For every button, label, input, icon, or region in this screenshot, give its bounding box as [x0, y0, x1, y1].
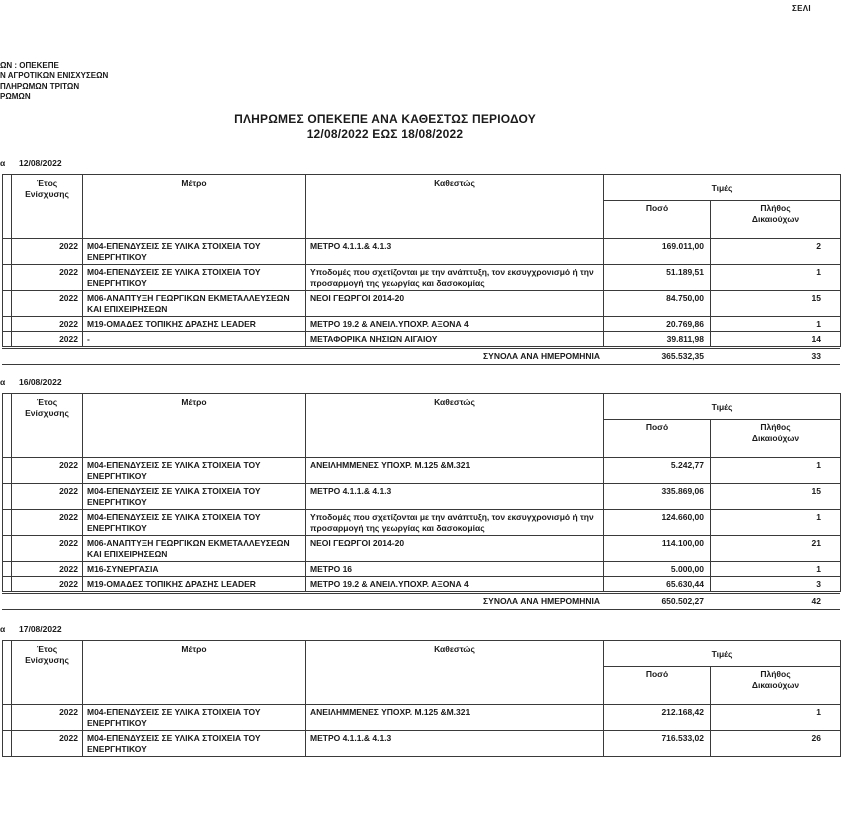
regime-column-header: Καθεστώς — [306, 641, 604, 705]
measure-column-header: Μέτρο — [83, 175, 306, 239]
clipped-left-cell — [3, 332, 12, 347]
measure-cell: M04-ΕΠΕΝΔΥΣΕΙΣ ΣΕ ΥΛΙΚΑ ΣΤΟΙΧΕΙΑ ΤΟΥ ΕΝΕΡΓΗΤΙΚΟΥ — [83, 705, 306, 731]
page-number-label: ΣΕΛΙ — [792, 4, 811, 13]
beneficiaries-cell: 14 — [711, 332, 841, 347]
clipped-date-label-fragment: α — [0, 377, 6, 387]
year-cell: 2022 — [12, 510, 83, 536]
date-section — [0, 157, 841, 365]
table-body — [3, 239, 841, 347]
clipped-left-column-header — [3, 641, 12, 705]
totals-row — [2, 593, 840, 610]
measure-cell: M19-ΟΜΑΔΕΣ ΤΟΠΙΚΗΣ ΔΡΑΣΗΣ LEADER — [83, 317, 306, 332]
measure-cell: M04-ΕΠΕΝΔΥΣΕΙΣ ΣΕ ΥΛΙΚΑ ΣΤΟΙΧΕΙΑ ΤΟΥ ΕΝΕΡΓΗΤΙΚΟΥ — [83, 510, 306, 536]
measure-cell: M19-ΟΜΑΔΕΣ ΤΟΠΙΚΗΣ ΔΡΑΣΗΣ LEADER — [83, 577, 306, 592]
table-body — [3, 705, 841, 757]
amount-cell: 212.168,42 — [604, 705, 711, 731]
clipped-left-cell — [3, 317, 12, 332]
date-section — [0, 623, 841, 757]
year-column-header: Έτος Ενίσχυσης — [12, 394, 83, 458]
regime-cell: ΜΕΤΡΟ 4.1.1.& 4.1.3 — [306, 731, 604, 757]
letterhead-line: ΩΝ : ΟΠΕΚΕΠΕ — [0, 61, 59, 70]
beneficiaries-cell: 15 — [711, 291, 841, 317]
beneficiaries-cell: 1 — [711, 705, 841, 731]
clipped-date-label-fragment: α — [0, 624, 6, 634]
year-cell: 2022 — [12, 577, 83, 592]
beneficiaries-cell: 15 — [711, 484, 841, 510]
table-row — [3, 291, 841, 317]
measure-cell: M06-ΑΝΑΠΤΥΞΗ ΓΕΩΡΓΙΚΩΝ ΕΚΜΕΤΑΛΛΕΥΣΕΩΝ ΚΑΙ ΕΠΙΧΕΙΡΗΣΕΩΝ — [83, 291, 306, 317]
table-row — [3, 265, 841, 291]
letterhead-line: ΠΛΗΡΩΜΩΝ ΤΡΙΤΩΝ — [0, 81, 80, 91]
amount-cell: 169.011,00 — [604, 239, 711, 265]
year-cell: 2022 — [12, 731, 83, 757]
table-body — [3, 458, 841, 592]
measure-cell: M06-ΑΝΑΠΤΥΞΗ ΓΕΩΡΓΙΚΩΝ ΕΚΜΕΤΑΛΛΕΥΣΕΩΝ ΚΑΙ ΕΠΙΧΕΙΡΗΣΕΩΝ — [83, 536, 306, 562]
regime-cell: ΜΕΤΡΟ 19.2 & ΑΝΕΙΛ.ΥΠΟΧΡ. ΑΞΟΝΑ 4 — [306, 577, 604, 592]
section-date: 17/08/2022 — [19, 624, 62, 634]
section-date-line — [0, 376, 841, 389]
regime-cell: ΑΝΕΙΛΗΜΜΕΝΕΣ ΥΠΟΧΡ. Μ.125 &Μ.321 — [306, 705, 604, 731]
clipped-left-cell — [3, 705, 12, 731]
amount-cell: 5.242,77 — [604, 458, 711, 484]
section-date: 12/08/2022 — [19, 158, 62, 168]
table-row — [3, 458, 841, 484]
measure-cell: M04-ΕΠΕΝΔΥΣΕΙΣ ΣΕ ΥΛΙΚΑ ΣΤΟΙΧΕΙΑ ΤΟΥ ΕΝΕΡΓΗΤΙΚΟΥ — [83, 265, 306, 291]
clipped-left-cell — [3, 265, 12, 291]
table-row — [3, 731, 841, 757]
regime-column-header: Καθεστώς — [306, 175, 604, 239]
measure-cell: - — [83, 332, 306, 347]
totals-label: ΣΥΝΟΛΑ ΑΝΑ ΗΜΕΡΟΜΗΝΙΑ — [483, 596, 600, 606]
table-row — [3, 562, 841, 577]
totals-beneficiaries: 42 — [811, 596, 821, 606]
year-cell: 2022 — [12, 317, 83, 332]
measure-cell: M04-ΕΠΕΝΔΥΣΕΙΣ ΣΕ ΥΛΙΚΑ ΣΤΟΙΧΕΙΑ ΤΟΥ ΕΝΕΡΓΗΤΙΚΟΥ — [83, 458, 306, 484]
table-row — [3, 510, 841, 536]
beneficiaries-column-header: Πλήθος Δικαιούχων — [711, 201, 841, 239]
beneficiaries-cell: 1 — [711, 317, 841, 332]
year-cell: 2022 — [12, 484, 83, 510]
section-date: 16/08/2022 — [19, 377, 62, 387]
clipped-left-cell — [3, 484, 12, 510]
amount-column-header: Ποσό — [604, 420, 711, 458]
payments-table — [2, 640, 841, 757]
values-group-header: Τιμές — [604, 175, 841, 201]
clipped-left-column-header — [3, 175, 12, 239]
year-cell: 2022 — [12, 332, 83, 347]
regime-cell: ΝΕΟΙ ΓΕΩΡΓΟΙ 2014-20 — [306, 536, 604, 562]
regime-column-header: Καθεστώς — [306, 394, 604, 458]
measure-cell: M04-ΕΠΕΝΔΥΣΕΙΣ ΣΕ ΥΛΙΚΑ ΣΤΟΙΧΕΙΑ ΤΟΥ ΕΝΕΡΓΗΤΙΚΟΥ — [83, 484, 306, 510]
regime-cell: ΜΕΤΡΟ 4.1.1.& 4.1.3 — [306, 484, 604, 510]
table-row — [3, 705, 841, 731]
regime-cell: ΜΕΤΡΟ 19.2 & ΑΝΕΙΛ.ΥΠΟΧΡ. ΑΞΟΝΑ 4 — [306, 317, 604, 332]
table-row — [3, 536, 841, 562]
beneficiaries-column-header: Πλήθος Δικαιούχων — [711, 667, 841, 705]
date-section — [0, 376, 841, 610]
amount-column-header: Ποσό — [604, 201, 711, 239]
beneficiaries-cell: 3 — [711, 577, 841, 592]
totals-row — [2, 348, 840, 365]
table-row — [3, 577, 841, 592]
amount-cell: 114.100,00 — [604, 536, 711, 562]
clipped-date-label-fragment: α — [0, 158, 6, 168]
clipped-left-cell — [3, 562, 12, 577]
totals-beneficiaries: 33 — [811, 351, 821, 361]
table-row — [3, 332, 841, 347]
year-column-header: Έτος Ενίσχυσης — [12, 175, 83, 239]
regime-cell: ΝΕΟΙ ΓΕΩΡΓΟΙ 2014-20 — [306, 291, 604, 317]
amount-cell: 335.869,06 — [604, 484, 711, 510]
amount-cell: 65.630,44 — [604, 577, 711, 592]
payments-table — [2, 393, 841, 592]
measure-cell: M04-ΕΠΕΝΔΥΣΕΙΣ ΣΕ ΥΛΙΚΑ ΣΤΟΙΧΕΙΑ ΤΟΥ ΕΝΕΡΓΗΤΙΚΟΥ — [83, 731, 306, 757]
amount-cell: 51.189,51 — [604, 265, 711, 291]
clipped-left-cell — [3, 510, 12, 536]
beneficiaries-cell: 1 — [711, 458, 841, 484]
letterhead-line: Ν ΑΓΡΟΤΙΚΩΝ ΕΝΙΣΧΥΣΕΩΝ — [0, 71, 109, 81]
regime-cell: ΑΝΕΙΛΗΜΜΕΝΕΣ ΥΠΟΧΡ. Μ.125 &Μ.321 — [306, 458, 604, 484]
beneficiaries-cell: 21 — [711, 536, 841, 562]
clipped-left-cell — [3, 731, 12, 757]
amount-cell: 39.811,98 — [604, 332, 711, 347]
amount-cell: 5.000,00 — [604, 562, 711, 577]
amount-cell: 716.533,02 — [604, 731, 711, 757]
year-column-header: Έτος Ενίσχυσης — [12, 641, 83, 705]
clipped-left-cell — [3, 536, 12, 562]
report-title-line2: 12/08/2022 ΕΩΣ 18/08/2022 — [306, 127, 464, 141]
measure-column-header: Μέτρο — [83, 641, 306, 705]
regime-cell: ΜΕΤΡΟ 4.1.1.& 4.1.3 — [306, 239, 604, 265]
amount-cell: 124.660,00 — [604, 510, 711, 536]
table-row — [3, 484, 841, 510]
table-row — [3, 317, 841, 332]
regime-cell: ΜΕΤΑΦΟΡΙΚΑ ΝΗΣΙΩΝ ΑΙΓΑΙΟΥ — [306, 332, 604, 347]
beneficiaries-cell: 1 — [711, 562, 841, 577]
values-group-header: Τιμές — [604, 641, 841, 667]
totals-amount: 650.502,27 — [661, 596, 704, 606]
report-title-line1: ΠΛΗΡΩΜΕΣ ΟΠΕΚΕΠΕ ΑΝΑ ΚΑΘΕΣΤΩΣ ΠΕΡΙΟΔΟΥ — [234, 112, 536, 126]
regime-cell: Υποδομές που σχετίζονται με την ανάπτυξη, τον εκσυγχρονισμό ή την προσαρμογή της γεωργίας και δασοκομίας — [306, 265, 604, 291]
year-cell: 2022 — [12, 239, 83, 265]
totals-label: ΣΥΝΟΛΑ ΑΝΑ ΗΜΕΡΟΜΗΝΙΑ — [483, 351, 600, 361]
letterhead-line: ΡΩΜΩΝ — [0, 91, 31, 101]
year-cell: 2022 — [12, 458, 83, 484]
clipped-left-cell — [3, 458, 12, 484]
totals-amount: 365.532,35 — [661, 351, 704, 361]
year-cell: 2022 — [12, 562, 83, 577]
section-date-line — [0, 623, 841, 636]
amount-column-header: Ποσό — [604, 667, 711, 705]
year-cell: 2022 — [12, 705, 83, 731]
regime-cell: Υποδομές που σχετίζονται με την ανάπτυξη, τον εκσυγχρονισμό ή την προσαρμογή της γεωργίας και δασοκομίας — [306, 510, 604, 536]
regime-cell: ΜΕΤΡΟ 16 — [306, 562, 604, 577]
year-cell: 2022 — [12, 265, 83, 291]
payments-table — [2, 174, 841, 347]
measure-column-header: Μέτρο — [83, 394, 306, 458]
year-cell: 2022 — [12, 536, 83, 562]
table-row — [3, 239, 841, 265]
clipped-left-cell — [3, 577, 12, 592]
measure-cell: M16-ΣΥΝΕΡΓΑΣΙΑ — [83, 562, 306, 577]
year-cell: 2022 — [12, 291, 83, 317]
amount-cell: 84.750,00 — [604, 291, 711, 317]
beneficiaries-cell: 1 — [711, 510, 841, 536]
clipped-left-column-header — [3, 394, 12, 458]
amount-cell: 20.769,86 — [604, 317, 711, 332]
beneficiaries-column-header: Πλήθος Δικαιούχων — [711, 420, 841, 458]
beneficiaries-cell: 2 — [711, 239, 841, 265]
values-group-header: Τιμές — [604, 394, 841, 420]
section-date-line — [0, 157, 841, 170]
beneficiaries-cell: 1 — [711, 265, 841, 291]
measure-cell: M04-ΕΠΕΝΔΥΣΕΙΣ ΣΕ ΥΛΙΚΑ ΣΤΟΙΧΕΙΑ ΤΟΥ ΕΝΕΡΓΗΤΙΚΟΥ — [83, 239, 306, 265]
beneficiaries-cell: 26 — [711, 731, 841, 757]
clipped-left-cell — [3, 291, 12, 317]
clipped-left-cell — [3, 239, 12, 265]
